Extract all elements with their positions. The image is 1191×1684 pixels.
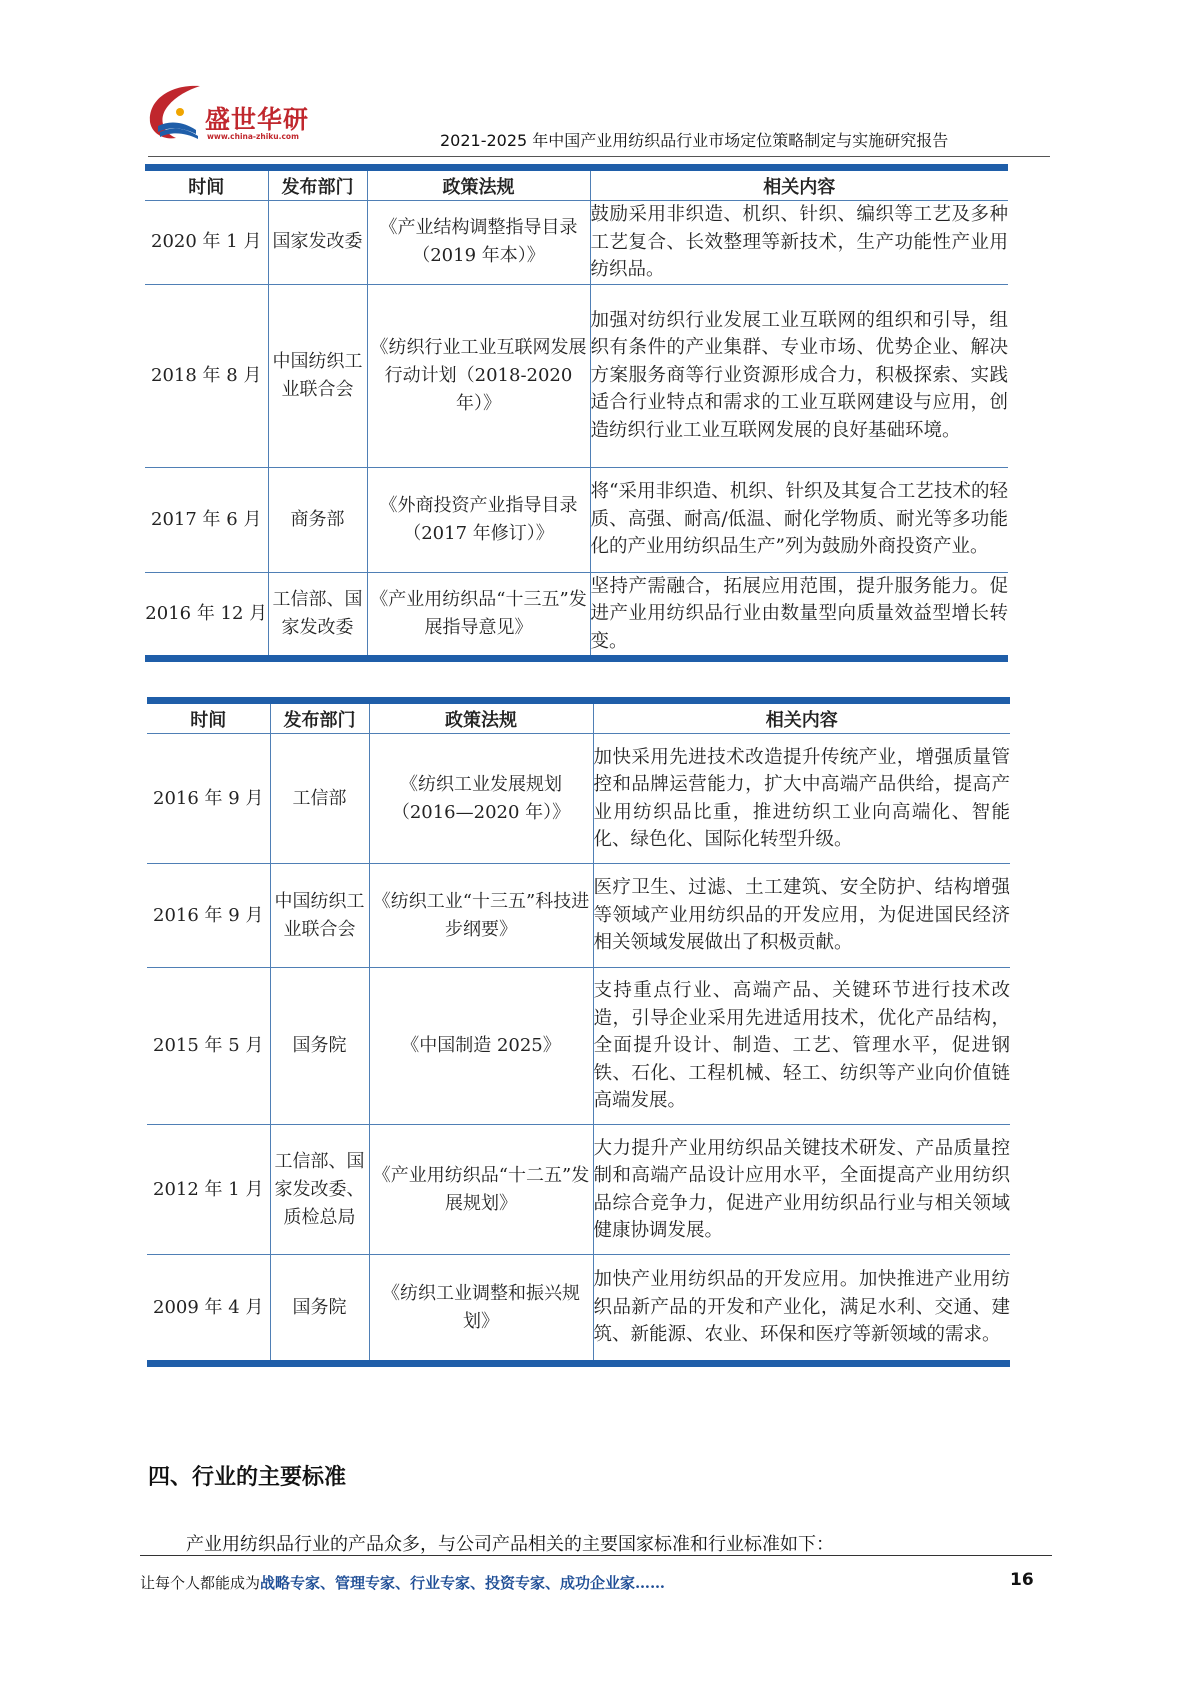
cell-content: 大力提升产业用纺织品关键技术研发、产品质量控制和高端产品设计应用水平，全面提高产业用纺织品综合竞争力，促进产业用纺织品行业与相关领域健康协调发展。 [593,1125,1010,1255]
cell-policy: 《外商投资产业指导目录（2017 年修订）》 [367,467,590,572]
cell-time: 2015 年 5 月 [147,968,270,1125]
table-row [147,864,1010,968]
cell-content: 鼓励采用非织造、机织、针织、编织等工艺及多种工艺复合、长效整理等新技术，生产功能性产业用纺织品。 [590,201,1008,285]
cell-policy: 《产业用纺织品“十三五”发展指导意见》 [367,572,590,659]
cell-dept: 工信部、国家发改委、质检总局 [270,1125,369,1255]
cell-dept: 中国纺织工业联合会 [268,284,367,467]
header-content: 相关内容 [590,168,1008,201]
table-row [147,734,1010,864]
cell-content: 将“采用非织造、机织、针织及其复合工艺技术的轻质、高强、耐高/低温、耐化学物质、耐光等多功能化的产业用纺织品生产”列为鼓励外商投资产业。 [590,467,1008,572]
header-policy: 政策法规 [367,168,590,201]
cell-time: 2018 年 8 月 [145,284,268,467]
footer-divider [140,1555,1052,1556]
cell-time: 2012 年 1 月 [147,1125,270,1255]
table-row [145,201,1008,285]
footer-slogan-prefix: 让每个人都能成为 [140,1574,261,1592]
table-row [145,572,1008,659]
cell-policy: 《产业结构调整指导目录（2019 年本）》 [367,201,590,285]
cell-time: 2016 年 9 月 [147,734,270,864]
cell-dept: 商务部 [268,467,367,572]
cell-content: 加快产业用纺织品的开发应用。加快推进产业用纺织品新产品的开发和产业化，满足水利、交通、建筑、新能源、农业、环保和医疗等新领域的需求。 [593,1255,1010,1364]
header-time: 时间 [147,701,270,734]
cell-policy: 《产业用纺织品“十二五”发展规划》 [369,1125,593,1255]
table-row [145,467,1008,572]
cell-content: 坚持产需融合，拓展应用范围，提升服务能力。促进产业用纺织品行业由数量型向质量效益型增长转变。 [590,572,1008,659]
section-title: 四、行业的主要标准 [148,1465,347,1490]
cell-content: 加快采用先进技术改造提升传统产业，增强质量管控和品牌运营能力，扩大中高端产品供给，提高产业用纺织品比重，推进纺织工业向高端化、智能化、绿色化、国际化转型升级。 [593,734,1010,864]
cell-content: 医疗卫生、过滤、土工建筑、安全防护、结构增强等领域产业用纺织品的开发应用，为促进国民经济相关领域发展做出了积极贡献。 [593,864,1010,968]
logo-url: www.china-zhiku.com [207,132,299,141]
footer-slogan-highlight: 战略专家、管理专家、行业专家、投资专家、成功企业家…… [260,1574,666,1592]
cell-time: 2016 年 12 月 [145,572,268,659]
table-row [147,968,1010,1125]
cell-dept: 国务院 [270,968,369,1125]
cell-policy: 《纺织工业调整和振兴规划》 [369,1255,593,1364]
cell-dept: 中国纺织工业联合会 [270,864,369,968]
page-number: 16 [1010,1570,1034,1590]
table-row [147,1125,1010,1255]
header-dept: 发布部门 [270,701,369,734]
header-dept: 发布部门 [268,168,367,201]
report-title: 2021-2025 年中国产业用纺织品行业市场定位策略制定与实施研究报告 [440,131,949,150]
cell-time: 2009 年 4 月 [147,1255,270,1364]
cell-dept: 工信部 [270,734,369,864]
cell-time: 2017 年 6 月 [145,467,268,572]
table-row [147,1255,1010,1364]
header-policy: 政策法规 [369,701,593,734]
section-paragraph: 产业用纺织品行业的产品众多，与公司产品相关的主要国家标准和行业标准如下： [186,1534,834,1555]
cell-content: 加强对纺织行业发展工业互联网的组织和引导，组织有条件的产业集群、专业市场、优势企业、解决方案服务商等行业资源形成合力，积极探索、实践适合行业特点和需求的工业互联网建设与应用，创造纺织行业工业互联网发展的良好基础环境。 [590,284,1008,467]
cell-dept: 国务院 [270,1255,369,1364]
header-content: 相关内容 [593,701,1010,734]
cell-policy: 《纺织行业工业互联网发展行动计划（2018-2020 年）》 [367,284,590,467]
header-time: 时间 [145,168,268,201]
cell-policy: 《中国制造 2025》 [369,968,593,1125]
cell-policy: 《纺织工业发展规划（2016—2020 年）》 [369,734,593,864]
cell-time: 2016 年 9 月 [147,864,270,968]
cell-content: 支持重点行业、高端产品、关键环节进行技术改造，引导企业采用先进适用技术，优化产品结构，全面提升设计、制造、工艺、管理水平，促进钢铁、石化、工程机械、轻工、纺织等产业向价值链高端发展。 [593,968,1010,1125]
policy-table-1 [145,164,1008,662]
logo-text: 盛世华研 [205,105,310,134]
cell-time: 2020 年 1 月 [145,201,268,285]
header-divider [148,156,1050,157]
table-row [145,284,1008,467]
footer-slogan [140,1572,665,1593]
policy-table-2 [147,697,1010,1367]
cell-policy: 《纺织工业“十三五”科技进步纲要》 [369,864,593,968]
cell-dept: 工信部、国家发改委 [268,572,367,659]
cell-dept: 国家发改委 [268,201,367,285]
